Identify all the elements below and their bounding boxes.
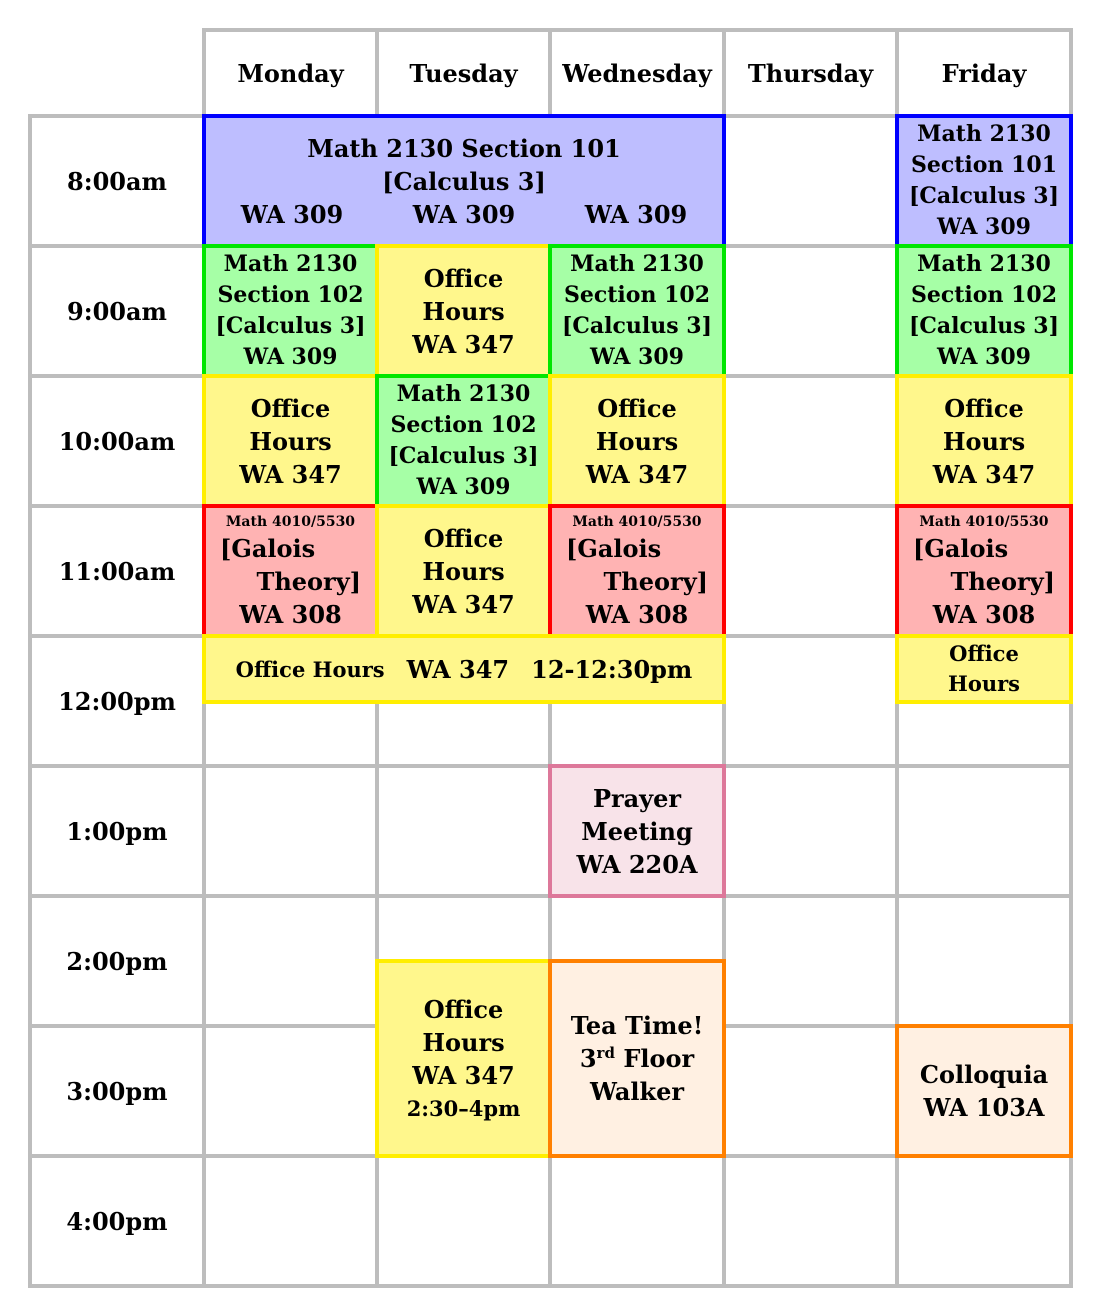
course-subtitle: [Calculus 3] bbox=[908, 183, 1060, 209]
course-code: Math 4010/5530 bbox=[572, 513, 702, 530]
event-title: Office bbox=[949, 641, 1019, 666]
day-header-friday: Friday bbox=[941, 58, 1027, 88]
day-header-wednesday: Wednesday bbox=[562, 58, 712, 88]
office-hours-fri-10am[interactable] bbox=[895, 374, 1073, 508]
galois-theory-wed[interactable] bbox=[548, 504, 726, 638]
room-label: WA 309 bbox=[416, 474, 511, 500]
course-subtitle: [Calculus 3] bbox=[908, 313, 1060, 339]
room-label: WA 308 bbox=[239, 599, 342, 629]
course-code: Math 4010/5530 bbox=[225, 513, 356, 530]
room-label: WA 347 bbox=[239, 459, 342, 489]
course-subtitle: Theory] bbox=[950, 566, 1055, 596]
day-header-tuesday: Tuesday bbox=[409, 58, 518, 88]
office-hours-tue-11am[interactable] bbox=[375, 504, 552, 638]
office-hours-mon-10am[interactable] bbox=[202, 374, 379, 508]
room-label: WA 308 bbox=[932, 599, 1036, 629]
room-label: WA 103A bbox=[923, 1093, 1045, 1122]
office-hours-wed-10am[interactable] bbox=[548, 374, 726, 508]
event-title: Hours bbox=[422, 556, 505, 586]
time-label-1pm: 1:00pm bbox=[66, 816, 168, 846]
room-label: WA 309 bbox=[412, 199, 516, 229]
time-label-9am: 9:00am bbox=[67, 296, 167, 326]
time-label-2pm: 2:00pm bbox=[66, 946, 168, 976]
event-title: Hours bbox=[422, 1027, 505, 1057]
calc3-section102-fri[interactable] bbox=[895, 244, 1073, 378]
course-code: Math 4010/5530 bbox=[919, 513, 1049, 530]
course-section: Section 102 bbox=[390, 412, 537, 438]
location-building: Walker bbox=[589, 1077, 685, 1106]
event-title: Hours bbox=[942, 426, 1026, 456]
day-header-thursday: Thursday bbox=[747, 58, 874, 88]
room-label: WA 309 bbox=[937, 214, 1031, 240]
course-title: Math 2130 bbox=[917, 121, 1051, 147]
event-title: Office bbox=[250, 393, 331, 423]
room-label: WA 309 bbox=[584, 199, 688, 229]
room-label: WA 347 bbox=[406, 654, 510, 684]
course-subtitle: [Galois bbox=[913, 533, 1009, 563]
event-title: Office bbox=[423, 263, 504, 293]
room-row bbox=[206, 198, 722, 231]
course-subtitle: [Calculus 3] bbox=[382, 166, 546, 196]
event-title: Hours bbox=[422, 296, 505, 326]
event-title: Colloquia bbox=[919, 1060, 1049, 1089]
course-title: Math 2130 bbox=[570, 251, 704, 277]
day-header-monday: Monday bbox=[237, 58, 344, 88]
office-hours-fri-noon[interactable] bbox=[895, 634, 1073, 704]
galois-theory-mon[interactable] bbox=[202, 504, 379, 638]
calc3-section101-mon-tue-wed[interactable] bbox=[202, 114, 726, 248]
course-subtitle: [Galois bbox=[220, 533, 316, 563]
course-section: Section 101 bbox=[910, 152, 1058, 178]
event-title: Hours bbox=[595, 426, 679, 456]
office-hours-tue-9am[interactable] bbox=[375, 244, 552, 378]
floor-word: Floor bbox=[623, 1044, 695, 1073]
course-section: Section 102 bbox=[563, 282, 711, 308]
course-section: Section 102 bbox=[910, 282, 1058, 308]
course-title: Math 2130 bbox=[396, 381, 531, 407]
course-subtitle: [Calculus 3] bbox=[215, 313, 366, 339]
course-subtitle: Theory] bbox=[256, 566, 361, 596]
event-title: Prayer bbox=[592, 783, 682, 813]
event-title: Office Hours bbox=[235, 656, 385, 682]
event-title: Office bbox=[944, 393, 1024, 423]
course-subtitle: [Galois bbox=[566, 533, 662, 563]
calc3-section102-mon[interactable] bbox=[202, 244, 379, 378]
office-hours-tue-afternoon[interactable] bbox=[375, 959, 552, 1158]
prayer-meeting-wed[interactable] bbox=[548, 764, 726, 898]
room-label: WA 309 bbox=[240, 199, 344, 229]
calc3-section101-fri[interactable] bbox=[895, 114, 1073, 248]
tea-time-wed[interactable] bbox=[548, 959, 726, 1158]
time-range: 2:30–4pm bbox=[406, 1095, 521, 1121]
room-label: WA 220A bbox=[576, 849, 698, 879]
event-title: Office bbox=[423, 523, 504, 553]
event-title: Meeting bbox=[581, 816, 693, 846]
time-label-12pm: 12:00pm bbox=[58, 686, 176, 716]
course-title: Math 2130 Section 101 bbox=[307, 133, 621, 163]
time-label-4pm: 4:00pm bbox=[66, 1206, 168, 1236]
course-subtitle: [Calculus 3] bbox=[561, 313, 713, 339]
room-label: WA 347 bbox=[932, 459, 1036, 489]
time-label-3pm: 3:00pm bbox=[66, 1076, 168, 1106]
room-label: WA 309 bbox=[590, 344, 684, 370]
time-range: 12-12:30pm bbox=[531, 654, 693, 684]
room-label: WA 347 bbox=[585, 459, 689, 489]
room-label: WA 347 bbox=[412, 1060, 515, 1090]
room-label: WA 309 bbox=[243, 344, 338, 370]
course-section: Section 102 bbox=[217, 282, 364, 308]
event-title: Office bbox=[423, 994, 504, 1024]
event-title: Office bbox=[597, 393, 677, 423]
event-title: Tea Time! bbox=[570, 1011, 704, 1040]
time-label-11am: 11:00am bbox=[58, 556, 176, 586]
galois-theory-fri[interactable] bbox=[895, 504, 1073, 638]
course-title: Math 2130 bbox=[917, 251, 1051, 277]
calc3-section102-wed[interactable] bbox=[548, 244, 726, 378]
room-label: WA 309 bbox=[937, 344, 1031, 370]
floor-number: 3 bbox=[579, 1044, 597, 1073]
floor-ordinal-suffix: rd bbox=[596, 1044, 615, 1062]
location-floor bbox=[580, 1042, 694, 1075]
office-hours-mon-tue-wed-noon[interactable] bbox=[202, 634, 726, 704]
course-title: Math 2130 bbox=[223, 251, 358, 277]
event-title: Hours bbox=[947, 671, 1020, 696]
room-label: WA 347 bbox=[412, 329, 515, 359]
colloquia-fri[interactable] bbox=[895, 1024, 1073, 1158]
room-label: WA 347 bbox=[412, 589, 515, 619]
calc3-section102-tue[interactable] bbox=[375, 374, 552, 508]
time-label-10am: 10:00am bbox=[58, 426, 176, 456]
room-label: WA 308 bbox=[585, 599, 689, 629]
course-subtitle: [Calculus 3] bbox=[388, 443, 539, 469]
course-subtitle: Theory] bbox=[603, 566, 708, 596]
time-label-8am: 8:00am bbox=[67, 166, 167, 196]
event-title: Hours bbox=[249, 426, 332, 456]
